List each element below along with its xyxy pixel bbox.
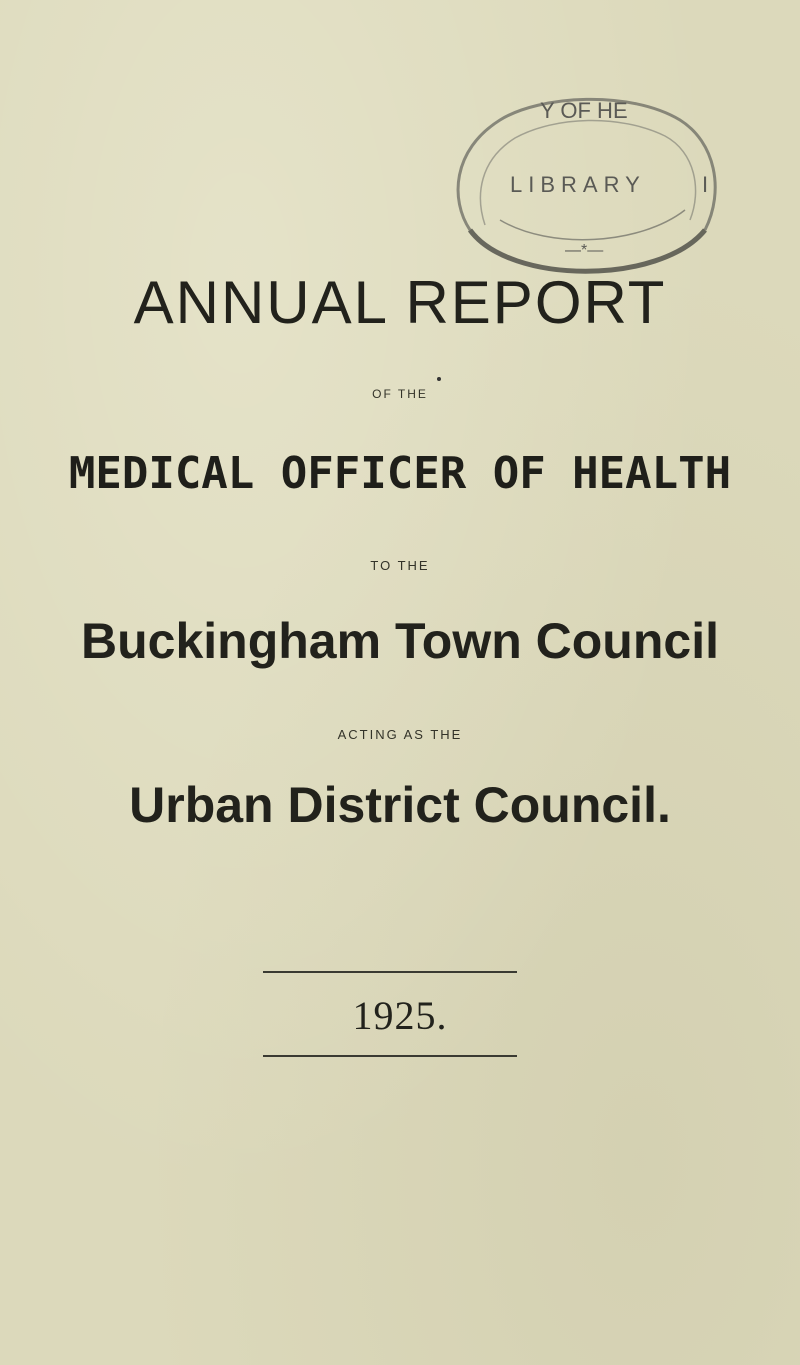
officer-heading: MEDICAL OFFICER OF HEALTH xyxy=(68,448,732,499)
stray-dot xyxy=(437,377,441,381)
report-year: 1925. xyxy=(352,993,448,1038)
stamp-side-text: I xyxy=(702,172,709,197)
library-stamp xyxy=(440,80,730,280)
stamp-top-text: Y OF HE xyxy=(540,98,628,123)
rule-below-year xyxy=(263,1055,517,1057)
library-stamp-graphic xyxy=(440,80,730,280)
council-heading: Buckingham Town Council xyxy=(81,613,719,669)
district-heading: Urban District Council. xyxy=(129,777,671,833)
stamp-ornament: —*— xyxy=(565,242,604,259)
report-title: ANNUAL REPORT xyxy=(133,269,667,336)
stamp-middle-text: LIBRARY xyxy=(510,172,646,197)
rule-above-year xyxy=(263,971,517,973)
to-the-label: TO THE xyxy=(370,558,430,573)
acting-as-label: ACTING AS THE xyxy=(337,727,463,742)
of-the-label: OF THE xyxy=(372,387,428,401)
